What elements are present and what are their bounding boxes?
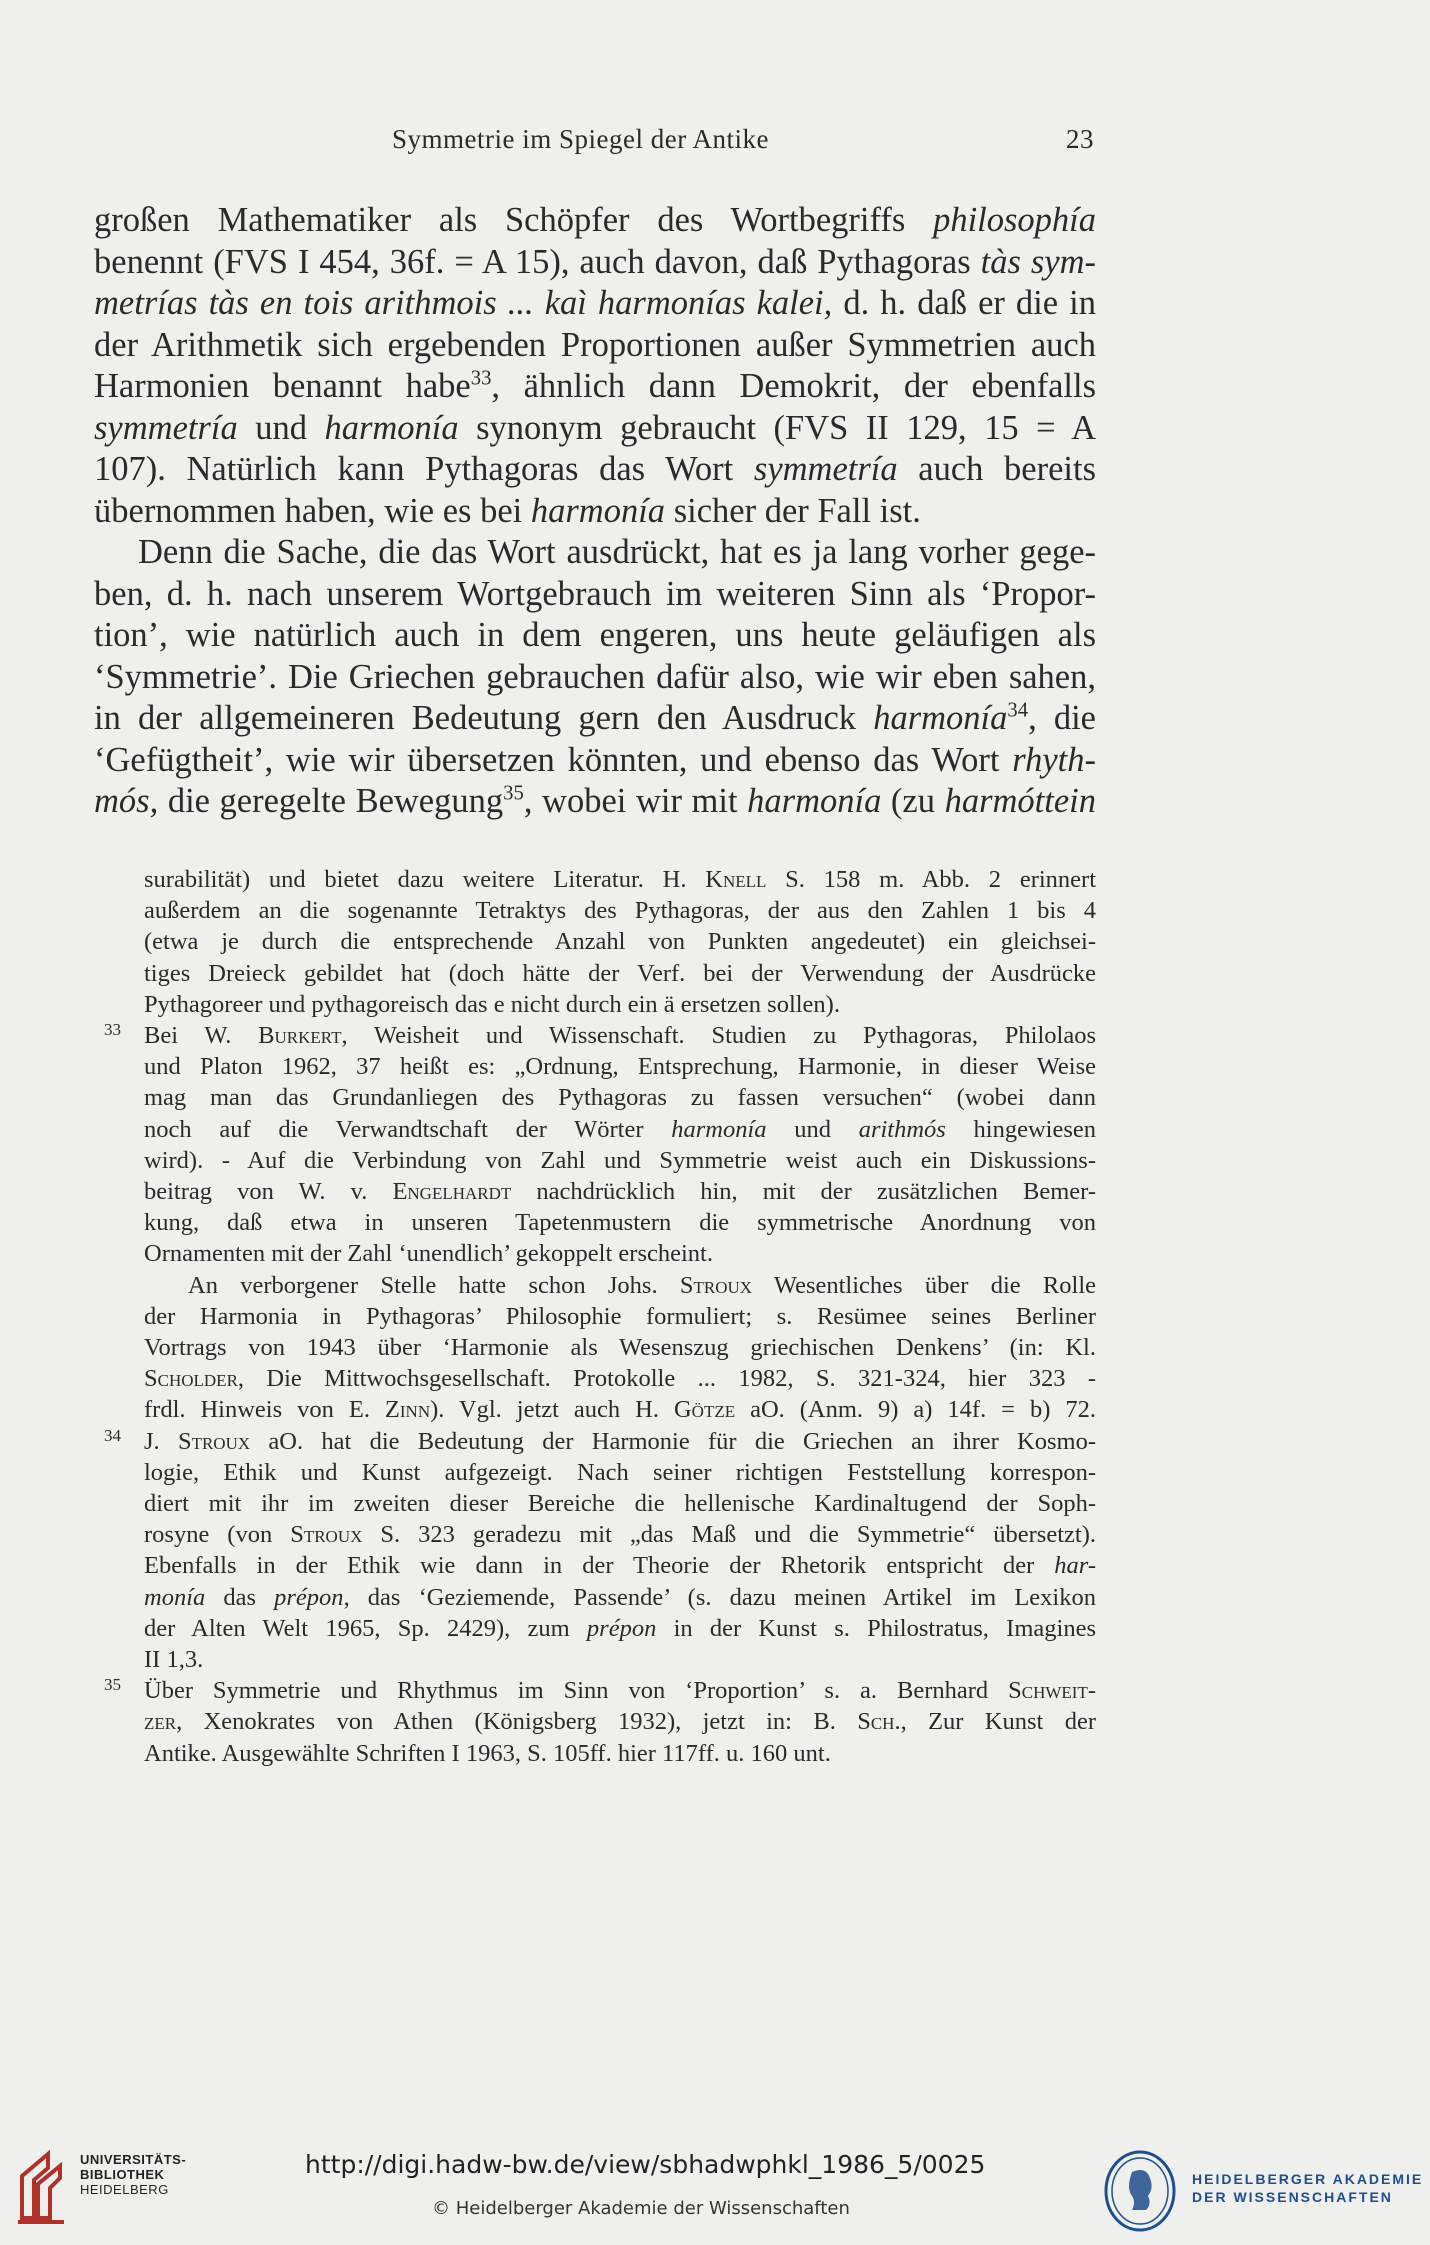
- body-line: symmetría und harmonía synonym gebraucht (FVS II 129, 15 = A: [94, 408, 1097, 447]
- footnote-line: II 1,3.: [144, 1646, 204, 1674]
- body-line: der Arithmetik sich ergebenden Proportionen außer Symmetrien auch: [94, 325, 1096, 364]
- footnote-line: Pythagoreer und pythagoreisch das e nicht durch ein ä ersetzen sollen).: [144, 990, 840, 1018]
- footnotes: [94, 864, 1096, 1769]
- running-title: Symmetrie im Spiegel der Antike: [392, 124, 769, 154]
- footnote-line: tiges Dreieck gebildet hat (doch hätte der Verf. bei der Verwendung der Ausdrücke: [144, 959, 1096, 987]
- footnote-line: noch auf die Verwandtschaft der Wörter harmonía und arithmós hingewiesen: [144, 1115, 1097, 1143]
- footnote-line: diert mit ihr im zweiten dieser Bereiche die hellenische Kardinaltugend der Soph-: [144, 1490, 1096, 1518]
- footnote-line: mag man das Grundanliegen des Pythagoras zu fassen versuchen“ (wobei dann: [144, 1084, 1096, 1112]
- footnote-line: 35 Über Symmetrie und Rhythmus im Sinn von ‘Proportion’ s. a. Bernhard Schweit-: [94, 1675, 1096, 1706]
- body-line: übernommen haben, wie es bei harmonía sicher der Fall ist.: [94, 491, 921, 530]
- footnote-line: kung, daß etwa in unseren Tapetenmustern die symmetrische Anordnung von: [144, 1209, 1096, 1237]
- footnote-line: wird). - Auf die Verbindung von Zahl und Symmetrie weist auch ein Diskussions-: [144, 1146, 1096, 1174]
- permalink-url[interactable]: http://digi.hadw-bw.de/view/sbhadwphkl_1986_5/0025: [305, 2150, 986, 2179]
- footnote-line: surabilität) und bietet dazu weitere Literatur. H. Knell S. 158 m. Abb. 2 erinnert: [144, 866, 1096, 893]
- footnote-line: beitrag von W. v. Engelhardt nachdrücklich hin, mit der zusätzlichen Bemer-: [144, 1178, 1096, 1206]
- footnote-line: 33 Bei W. Burkert, Weisheit und Wissenschaft. Studien zu Pythagoras, Philolaos: [94, 1020, 1096, 1051]
- body-line: benennt (FVS I 454, 36f. = A 15), auch davon, daß Pythagoras tàs sym-: [94, 242, 1096, 281]
- footnote-line: Ebenfalls in der Ethik wie dann in der Theorie der Rhetorik entspricht der har-: [144, 1552, 1096, 1580]
- body-line: ben, d. h. nach unserem Wortgebrauch im weiteren Sinn als ‘Propor-: [94, 574, 1096, 613]
- footnote-line: der Alten Welt 1965, Sp. 2429), zum prépon in der Kunst s. Philostratus, Imagines: [144, 1614, 1096, 1642]
- footnote-line: Antike. Ausgewählte Schriften I 1963, S. 105ff. hier 117ff. u. 160 unt.: [144, 1739, 831, 1767]
- footnote-line: monía das prépon, das ‘Geziemende, Passende’ (s. dazu meinen Artikel im Lexikon: [144, 1583, 1096, 1611]
- footnote-number: 35: [104, 1675, 121, 1695]
- academy-name: [1192, 2170, 1423, 2206]
- footnote-number: 33: [104, 1020, 121, 1040]
- copyright-notice: © Heidelberger Akademie der Wissenschaften: [432, 2198, 850, 2219]
- body-line: metrías tàs en tois arithmois ... kaì harmonías kalei, d. h. daß er die in: [94, 284, 1096, 322]
- footnote-line: rosyne (von Stroux S. 323 geradezu mit „das Maß und die Symmetrie“ übersetzt).: [144, 1521, 1096, 1549]
- main-text: [94, 200, 1096, 823]
- body-line: Denn die Sache, die das Wort ausdrückt, hat es ja lang vorher gege-: [138, 533, 1096, 571]
- body-line: in der allgemeineren Bedeutung gern den Ausdruck harmonía$^{34}$, die: [94, 699, 1096, 737]
- footnote-line: Vortrags von 1943 über ‘Harmonie als Wesenszug griechischen Denkens’ (in: Kl.: [144, 1334, 1096, 1362]
- footnote-line: An verborgener Stelle hatte schon Johs. Stroux Wesentliches über die Rolle: [188, 1271, 1097, 1299]
- footnote-line: Scholder, Die Mittwochsgesellschaft. Protokolle ... 1982, S. 321-324, hier 323 -: [144, 1365, 1096, 1393]
- footnote-line: zer, Xenokrates von Athen (Königsberg 1932), jetzt in: B. Sch., Zur Kunst der: [144, 1708, 1096, 1736]
- body-line: 107). Natürlich kann Pythagoras das Wort symmetría auch bereits: [94, 450, 1097, 488]
- academy-seal-icon: [1102, 2148, 1178, 2234]
- body-line: Harmonien benannt habe$^{33}$, ähnlich dann Demokrit, der ebenfalls: [94, 367, 1096, 405]
- footnote-number: 34: [104, 1425, 121, 1445]
- footnote-line: frdl. Hinweis von E. Zinn). Vgl. jetzt auch H. Götze aO. (Anm. 9) a) 14f. = b) 72.: [144, 1396, 1096, 1424]
- body-line: mós, die geregelte Bewegung$^{35}$, wobei wir mit harmonía (zu harmóttein: [94, 782, 1096, 820]
- footnote-line: der Harmonia in Pythagoras’ Philosophie formuliert; s. Resümee seines Berliner: [144, 1302, 1096, 1330]
- library-line-1: UNIVERSITÄTS-: [80, 2152, 187, 2167]
- footnote-line: Ornamenten mit der Zahl ‘unendlich’ gekoppelt erscheint.: [144, 1240, 713, 1268]
- university-library-name: [80, 2152, 186, 2197]
- university-library-logo-icon: [14, 2148, 84, 2228]
- academy-line-2: DER WISSENSCHAFTEN: [1192, 2189, 1393, 2205]
- footnote-line: außerdem an die sogenannte Tetraktys des Pythagoras, der aus den Zahlen 1 bis 4: [144, 897, 1096, 925]
- body-line: tion’, wie natürlich auch in dem engeren, uns heute geläufigen als: [94, 616, 1096, 654]
- body-line: großen Mathematiker als Schöpfer des Wortbegriffs philosophía: [94, 201, 1096, 239]
- page-header: [94, 124, 1094, 164]
- footnote-line: und Platon 1962, 37 heißt es: „Ordnung, Entsprechung, Harmonie, in dieser Weise: [144, 1053, 1096, 1081]
- digitization-footer: [0, 2130, 1430, 2245]
- academy-line-1: HEIDELBERGER AKADEMIE: [1192, 2171, 1424, 2187]
- library-line-3: HEIDELBERG: [80, 2182, 169, 2197]
- footnote-line: logie, Ethik und Kunst aufgezeigt. Nach seiner richtigen Feststellung korrespon-: [144, 1458, 1096, 1486]
- body-line: ‘Gefügtheit’, wie wir übersetzen könnten, und ebenso das Wort rhyth-: [94, 740, 1096, 779]
- footnote-line: 34 J. Stroux aO. hat die Bedeutung der Harmonie für die Griechen an ihrer Kosmo-: [94, 1426, 1096, 1457]
- page-number: 23: [1066, 124, 1094, 154]
- footnote-line: (etwa je durch die entsprechende Anzahl von Punkten angedeutet) ein gleichsei-: [144, 928, 1096, 956]
- body-line: ‘Symmetrie’. Die Griechen gebrauchen dafür also, wie wir eben sahen,: [94, 657, 1096, 696]
- library-line-2: BIBLIOTHEK: [80, 2167, 165, 2182]
